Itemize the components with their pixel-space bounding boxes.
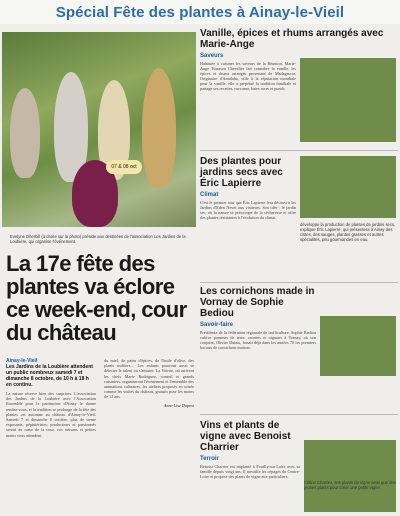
section-caption: Céline Charrier, ses plants de vigne ainsi que des jeunes plants pour créer une petite vigne. bbox=[304, 480, 396, 490]
section-title: Les cornichons made in Vornay de Sophie Bediou bbox=[200, 286, 315, 319]
section-title: Vanille, épices et rhums arrangés avec Marie-Ange bbox=[200, 28, 384, 50]
article-lead: Les Jardins de la Loubière attendent un public nombreux samedi 7 et dimanche 8 octobre, de 10 h à 18 h en continu. bbox=[6, 364, 93, 388]
section-photo bbox=[304, 440, 396, 512]
article-column-1 bbox=[6, 358, 96, 438]
section-kicker: Saveurs bbox=[200, 53, 224, 59]
right-column bbox=[200, 28, 398, 516]
article-signature: Anne-Lise Duprez bbox=[163, 402, 194, 408]
section-kicker: Terroir bbox=[200, 456, 219, 462]
person-figure bbox=[142, 68, 176, 188]
main-photo bbox=[2, 32, 196, 227]
section-text: Présidente de la fédération régionale de trufficulture, Sophie Bediou cultive pommes de terre, carottes et oignons à Vornay, où son conjoint, Olivier Dubus, faisait déjà dans les années 70 les premiers bocaux de cornichons maison. bbox=[200, 330, 316, 351]
article-text: du miel, de pains d'épices, de l'huile d'olive, des plants truffiers… Les enfants pourront aussi se détecter le talent ou s'amuser. La Voirrie, où arrivent les chefs Marie Rodriguez, conseil et grands cuisiniers, organiseront l'événement et l'ensemble des animations culinaires, les ateliers proposés en soirée comme les visites du château, gratuits pour les moins de 12 ans. bbox=[104, 358, 194, 400]
section-epices bbox=[200, 28, 398, 146]
section-photo bbox=[320, 316, 396, 376]
headline: La 17e fête des plantes va éclore ce week-end, cour du château bbox=[6, 251, 187, 345]
article-body bbox=[6, 358, 194, 438]
photo-caption: Evelyne Dherbill (à droite sur la photo) préside aux destinées de l'association Les Jardins de la Loubière, qui organise l'événement. bbox=[10, 234, 186, 244]
section-text: Benoist Charrier est implanté à Pouilly-sur-Loire avec sa famille depuis vingt ans. Il travaille les cépages du Centre-Loire et propose des plants de vigne aux particuliers. bbox=[200, 464, 300, 480]
section-photo bbox=[300, 58, 396, 142]
banner-title: Spécial Fête des plantes à Ainay-le-Vieil bbox=[55, 3, 345, 21]
section-text: Habituée à cuisiner les saveurs de la Réunion, Marie-Ange Tsarasoa Chevalier fait connaître la vanille, les épices et rhums arrangés provenant de Madagascar. Originaire d'Antalaha, ville à la réputation mondiale pour la vanille, elle a perpétué la tradition familiale et partage ses recettes, curcuma, baies roses et punch. bbox=[200, 61, 296, 92]
section-text: C'est le premier tour que Éric Lapierre fera découvrir les Jardins d'Eden Nevet aux visiteurs. Son idée : le jardin sec, où la nature se préoccupe de la sécheresse et offre des plantes résistantes à l'évolution du climat. bbox=[200, 200, 296, 221]
left-column bbox=[2, 28, 196, 516]
divider bbox=[200, 282, 398, 283]
divider bbox=[200, 414, 398, 415]
person-figure bbox=[10, 88, 40, 178]
section-jardins bbox=[200, 156, 398, 278]
section-photo bbox=[300, 156, 396, 218]
event-sign: 07 & 08 oct bbox=[106, 160, 142, 174]
section-title: Vins et plants de vigne avec Benoist Charrier bbox=[200, 420, 291, 453]
section-caption: développe la production de plantes de jardins secs, explique Éric Lapierre, qui présentera à Ainay des cistes, des sauges, plantes grasses et autres spécialités, peu gourmandes en eau. bbox=[300, 222, 396, 242]
article-text: La nature réserve bien des surprises. L'association des Jardins de la Loubière avec l'Association Ensemble pour le patrimoine d'Ainay le donne rendez-vous, et la tradition se prolonge de la fête des plantes cet automne au château d'Ainay-le-Vieil. Samedi 7 et dimanche 8 octobre, plus de trente exposants, pépiniéristes, producteurs et passionnés seront au cœur de la cour, vos artisans et petites mains vous attendent. bbox=[6, 391, 96, 438]
section-kicker: Climat bbox=[200, 192, 219, 198]
section-vins bbox=[200, 420, 398, 516]
section-title: Des plantes pour jardins secs avec Éric Lapierre bbox=[200, 156, 283, 189]
article-column-2 bbox=[104, 358, 194, 438]
divider bbox=[200, 150, 398, 151]
article-place: Ainay-le-Vieil bbox=[6, 358, 38, 364]
section-kicker: Savoir-faire bbox=[200, 322, 234, 328]
section-banner bbox=[0, 0, 400, 24]
section-cornichons bbox=[200, 286, 398, 410]
